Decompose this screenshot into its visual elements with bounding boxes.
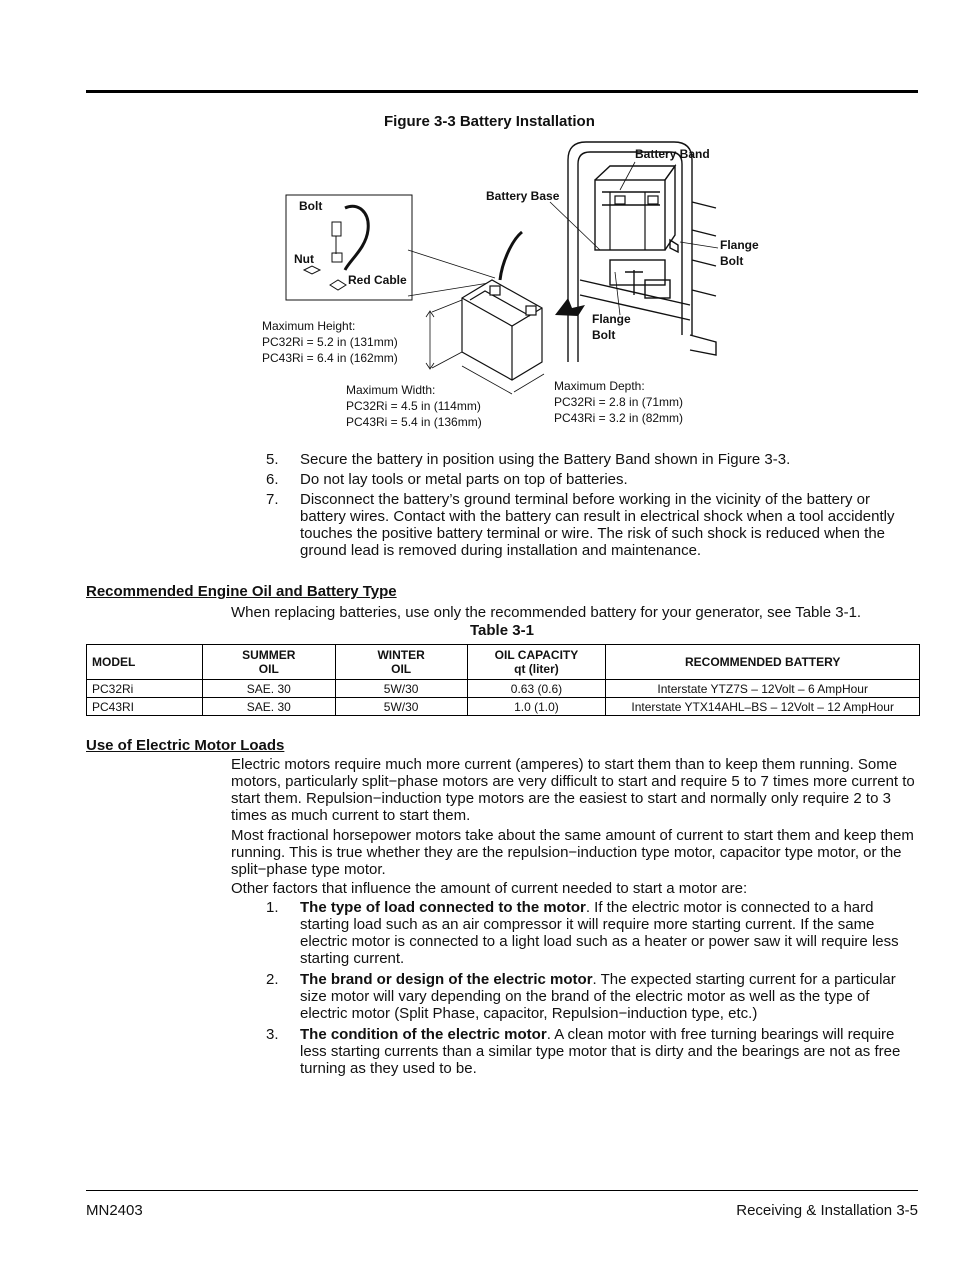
paragraph: Most fractional horsepower motors take about the same amount of current to start them and keep them running. This is true whether they are the repulsion−induction type motor, capacitor type motor, or the split−phase type motor. — [231, 827, 914, 878]
paragraph: Electric motors require much more current (amperes) to start them than to keep them running. Some motors, particularly split−phase motors are very difficult to start and require 5 to 7 times more current to start them. Repulsion−induction type motors are the easiest to start and normally only require 2 to 3 times as much current to start them. — [231, 756, 915, 824]
label-battery-band: Battery Band — [635, 147, 710, 161]
bottom-rule — [86, 1190, 918, 1191]
footer-page-ref: Receiving & Installation 3-5 — [736, 1202, 918, 1219]
label-max-width-0: Maximum Width: — [346, 383, 436, 397]
table-cell: Interstate YTZ7S – 12Volt – 6 AmpHour — [606, 680, 920, 698]
section-heading-motor-loads: Use of Electric Motor Loads — [86, 737, 285, 754]
generator-frame — [568, 142, 716, 362]
leader-lines — [408, 162, 718, 315]
top-rule — [86, 90, 918, 93]
label-max-width-1: PC32Ri = 4.5 in (114mm) — [346, 399, 481, 413]
table-cell: SAE. 30 — [202, 680, 335, 698]
label-max-depth-1: PC32Ri = 2.8 in (71mm) — [554, 395, 684, 409]
table-cell: Interstate YTX14AHL–BS – 12Volt – 12 AmpHour — [606, 698, 920, 716]
table-cell: 0.63 (0.6) — [467, 680, 606, 698]
section-intro: When replacing batteries, use only the recommended battery for your generator, see Table 3-1. — [231, 604, 862, 621]
label-max-depth-2: PC43Ri = 3.2 in (82mm) — [554, 411, 684, 425]
table-cell: 5W/30 — [335, 680, 467, 698]
column-header: OIL CAPACITY qt (liter) — [467, 645, 606, 680]
table-cell: PC43RI — [87, 698, 203, 716]
label-flange-bolt-lower-2: Bolt — [592, 328, 616, 342]
table-cell: 5W/30 — [335, 698, 467, 716]
column-header: MODEL — [87, 645, 203, 680]
label-flange-bolt-right-1: Flange — [720, 238, 759, 252]
column-header: WINTER OIL — [335, 645, 467, 680]
table-cell: PC32Ri — [87, 680, 203, 698]
label-max-height-2: PC43Ri = 6.4 in (162mm) — [262, 351, 398, 365]
label-max-height-0: Maximum Height: — [262, 319, 356, 333]
figure-title: Figure 3-3 Battery Installation — [384, 113, 595, 130]
list-item: 5. Secure the battery in position using the Battery Band shown in Figure 3-3. — [266, 451, 791, 468]
list-item: 1. The type of load connected to the motor. If the electric motor is connected to a hard starting load such as an air compressor it will require more starting current. If the same electric motor is connected to a light load such as a heater or power saw it will require less starting current. — [266, 899, 899, 967]
list-item: 7. Disconnect the battery’s ground terminal before working in the vicinity of the battery or battery wires. Contact with the battery can result in electrical shock when a tool accidently touches the positive battery terminal or wire. The risk of such shock is reduced when the ground lead is removed during installation and maintenance. — [266, 491, 895, 559]
list-item: 6. Do not lay tools or metal parts on top of batteries. — [266, 471, 628, 488]
column-header: RECOMMENDED BATTERY — [606, 645, 920, 680]
section-heading-oil-battery: Recommended Engine Oil and Battery Type — [86, 583, 397, 600]
battery-band — [610, 192, 658, 250]
label-bolt: Bolt — [299, 199, 323, 213]
installation-steps — [266, 451, 916, 562]
battery — [462, 232, 542, 380]
label-red-cable: Red Cable — [348, 273, 407, 287]
battery-installation-diagram — [250, 130, 759, 435]
table-row — [87, 680, 920, 698]
label-max-depth-0: Maximum Depth: — [554, 379, 645, 393]
label-flange-bolt-lower-1: Flange — [592, 312, 631, 326]
table-title: Table 3-1 — [470, 622, 534, 639]
label-nut: Nut — [294, 252, 314, 266]
column-header: SUMMER OIL — [202, 645, 335, 680]
paragraph: Other factors that influence the amount of current needed to start a motor are: — [231, 880, 748, 897]
list-item: 2. The brand or design of the electric motor. The expected starting current for a particular size motor will vary depending on the brand of the electric motor as well as the type of electric motor (Split Phase, capacitor, Repulsion−induction type, etc.) — [266, 971, 896, 1022]
table-header-row — [87, 645, 920, 680]
oil-battery-table — [86, 644, 920, 716]
label-battery-base: Battery Base — [486, 189, 560, 203]
label-max-height-1: PC32Ri = 5.2 in (131mm) — [262, 335, 398, 349]
table-cell: SAE. 30 — [202, 698, 335, 716]
table-cell: 1.0 (1.0) — [467, 698, 606, 716]
label-flange-bolt-right-2: Bolt — [720, 254, 744, 268]
direction-arrow — [555, 298, 585, 316]
footer-doc-number: MN2403 — [86, 1202, 143, 1219]
list-item: 3. The condition of the electric motor. A clean motor with free turning bearings will require less starting currents than a similar type motor that is dirty and the bearings are not as free turning as they used to be. — [266, 1026, 901, 1077]
table-row — [87, 698, 920, 716]
motor-factors-list — [266, 899, 918, 1080]
label-max-width-2: PC43Ri = 5.4 in (136mm) — [346, 415, 482, 429]
